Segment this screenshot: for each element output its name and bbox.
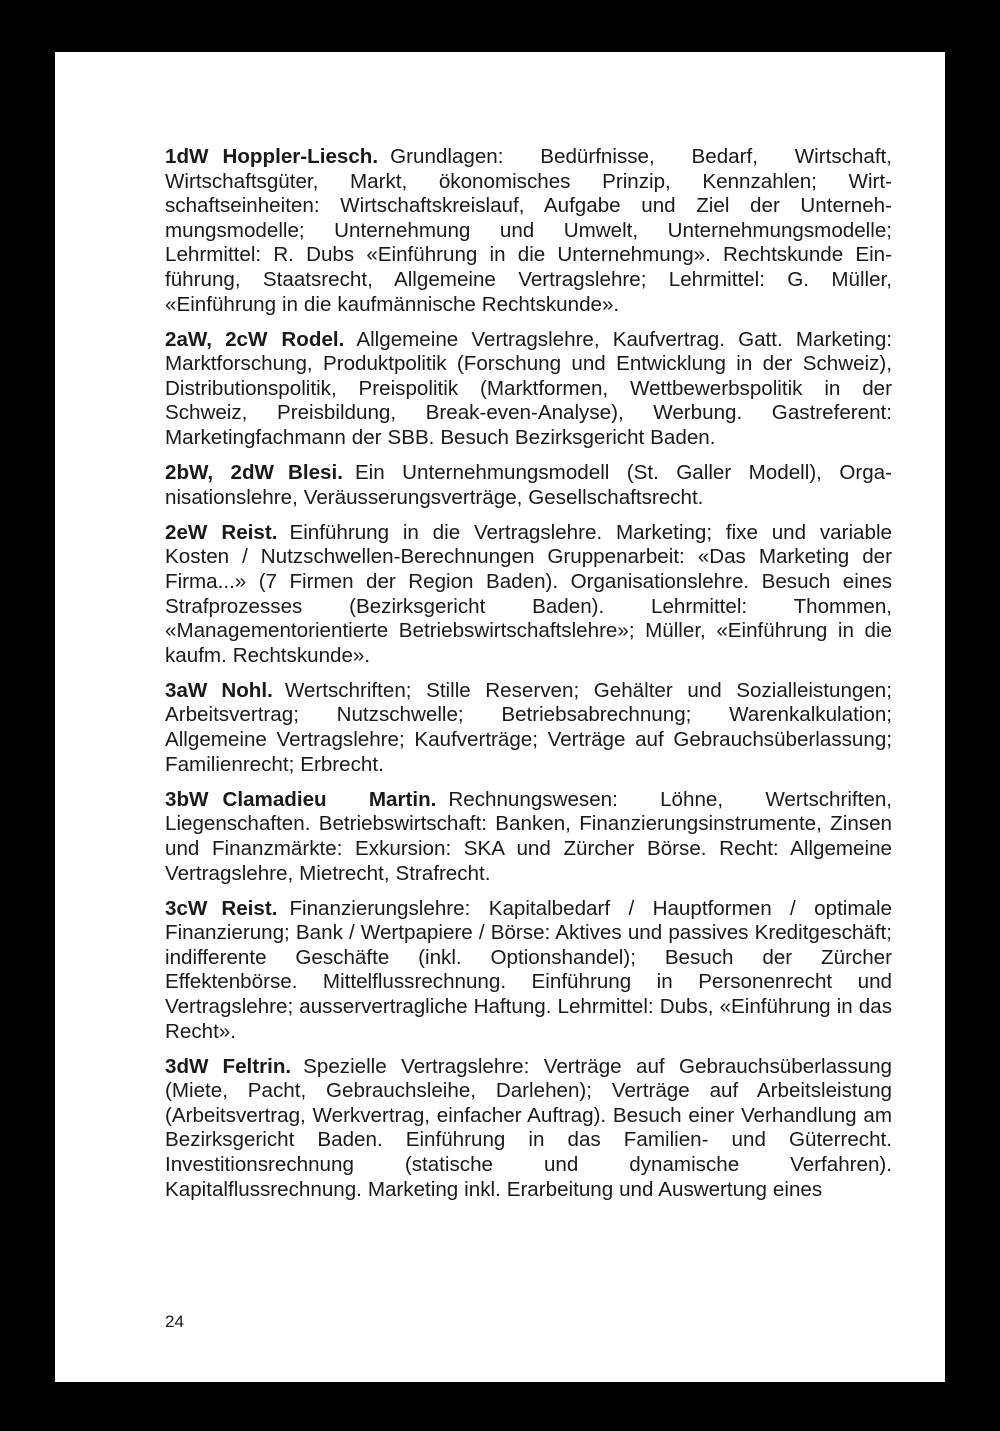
class-label: 2aW, 2cW: [165, 327, 268, 351]
entry-2bw-2dw: [165, 461, 892, 510]
teacher-name: Nohl.: [221, 678, 273, 702]
entry-1dw: [165, 145, 892, 317]
document-page: [55, 52, 945, 1382]
class-label: 3aW: [165, 678, 208, 702]
entry-text: Rechnungswesen: Löhne, Wertschriften, Liegenschaften. Betriebswirtschaft: Banken, Finanzierungsinstrumente, Zinsen und Finanzmärkte: Exkursion: SKA und Zürcher Börse. Recht: Allgemeine Vertragslehre, Mietrecht, Strafrecht.: [165, 787, 892, 885]
teacher-name: Reist.: [221, 896, 278, 920]
entry-text: Allgemeine Vertragslehre, Kaufvertrag. Gatt. Marketing: Marktforschung, Produktpolitik (Forschung und Entwicklung in der Schweiz), Distributionspolitik, Preispolitik (Marktformen, Wettbewerbspolitik in der Schweiz, Preisbildung, Break-even-Analyse), Werbung. Gastreferent: Marketingfachmann der SBB. Besuch Bezirksgericht Baden.: [165, 327, 892, 450]
page-number: 24: [165, 1312, 184, 1331]
entry-2aw-2cw: [165, 328, 892, 451]
entry-3cw: [165, 897, 892, 1045]
entry-text: Spezielle Vertragslehre: Verträge auf Gebrauchsüberlassung (Miete, Pacht, Gebrauchsleihe, Darlehen); Verträge auf Arbeitsleistung (Arbeitsvertrag, Werkvertrag, einfacher Auftrag). Besuch einer Verhandlung am Bezirksgericht Baden. Einführung in das Familien- und Güterrecht. Investitionsrechnung (statische und dynamische Verfahren). Kapitalflussrechnung. Marketing inkl. Erarbeitung und Auswertung eines: [165, 1054, 892, 1201]
entry-text: Ein Unternehmungsmodell (St. Galler Modell), Organisationslehre, Veräusserungsverträge, Gesellschaftsrecht.: [165, 461, 892, 509]
teacher-name: Hoppler-Liesch.: [222, 145, 379, 168]
class-label: 3bW: [165, 787, 209, 811]
entry-2ew: [165, 521, 892, 669]
entry-3dw: [165, 1055, 892, 1203]
class-label: 2eW: [165, 520, 208, 544]
document-body: [165, 145, 892, 1213]
teacher-name: Reist.: [221, 520, 278, 544]
class-label: 1dW: [165, 145, 209, 168]
entry-3aw: [165, 679, 892, 777]
entry-text: Grundlagen: Bedürfnisse, Bedarf, Wirtschaft, Wirtschaftsgüter, Markt, ökonomisches Prinzip, Kennzahlen; Wirtschaftseinheiten: Wirtschaftskreislauf, Aufgabe und Ziel der Unternehmungsmodelle; Unternehmung und Umwelt, Unternehmungsmodelle; Lehrmittel: R. Dubs «Einführung in die Unternehmung». Rechtskunde Einführung, Staatsrecht, Allgemeine Vertragslehre; Lehrmittel: G. Müller, «Einführung in die kaufmännische Rechtskunde».: [165, 145, 892, 316]
teacher-name: Clamadieu Martin.: [222, 787, 437, 811]
teacher-name: Feltrin.: [222, 1054, 292, 1078]
teacher-name: Blesi.: [287, 461, 343, 485]
teacher-name: Rodel.: [281, 327, 345, 351]
entry-text: Einführung in die Vertragslehre. Marketing; fixe und variable Kosten / Nutzschwellen-Berechnungen Gruppenarbeit: «Das Marketing der Firma...» (7 Firmen der Region Baden). Organisationslehre. Besuch eines Strafprozesses (Bezirksgericht Baden). Lehrmittel: Thommen, «Managementorientierte Betriebswirtschaftslehre»; Müller, «Einführung in die kaufm. Rechtskunde».: [165, 520, 892, 667]
entry-text: Finanzierungslehre: Kapitalbedarf / Hauptformen / optimale Finanzierung; Bank / Wertpapiere / Börse: Aktives und passives Kreditgeschäft; indifferente Geschäfte (inkl. Optionshandel); Besuch der Zürcher Effektenbörse. Mittelflussrechnung. Einführung in Personenrecht und Vertragslehre; ausservertragliche Haftung. Lehrmittel: Dubs, «Einführung in das Recht».: [165, 896, 892, 1043]
class-label: 3dW: [165, 1054, 209, 1078]
class-label: 2bW, 2dW: [165, 461, 274, 485]
class-label: 3cW: [165, 896, 208, 920]
entry-3bw: [165, 788, 892, 886]
entry-text: Wertschriften; Stille Reserven; Gehälter und Sozialleistungen; Arbeitsvertrag; Nutzschwelle; Betriebsabrechnung; Warenkalkulation; Allgemeine Vertragslehre; Kaufverträge; Verträge auf Gebrauchsüberlassung; Familienrecht; Erbrecht.: [165, 678, 892, 776]
